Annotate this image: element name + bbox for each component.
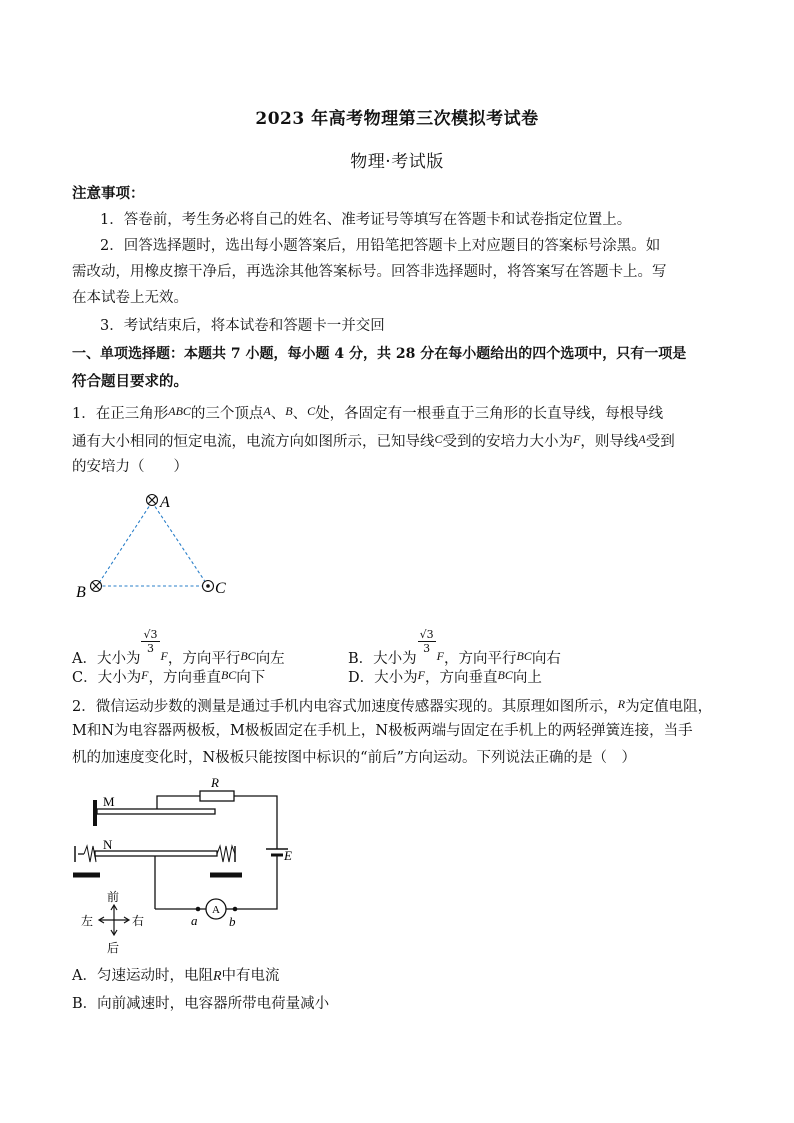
q1-symbol-c: C (307, 404, 316, 418)
option-d-text: 向上 (512, 670, 542, 686)
q1-symbol-c: C (434, 432, 443, 446)
q1-line-3: 的安培力（ ） (72, 459, 188, 475)
q1-text: ，则导线 (580, 434, 639, 450)
triangle-side-ab (97, 502, 152, 586)
label-m: M (103, 794, 115, 809)
q1-text: 的三个顶点 (190, 406, 264, 422)
section-1-heading-line-2: 符合题目要求的。 (72, 373, 188, 390)
option-a-text: ，方向平行 (167, 651, 241, 667)
direction-back-label: 后 (107, 941, 120, 955)
q1-line-1 (72, 398, 663, 427)
fraction-numerator: √3 (143, 628, 158, 641)
q1-text: 、 (270, 406, 286, 422)
wire-battery-to-ammeter (237, 855, 277, 909)
option-b-fraction (418, 628, 436, 655)
q1-text: 通有大小相同的恒定电流，电流方向如图所示，已知导线 (72, 434, 435, 450)
fraction-denominator: 3 (423, 642, 431, 655)
vertex-label-a: A (160, 494, 170, 511)
wire-a-into-page-icon (147, 495, 158, 506)
option-d-text: ，方向垂直 (424, 670, 498, 686)
q1-symbol-a: A (638, 432, 646, 446)
option-a-text: 向左 (255, 651, 285, 667)
option-a-symbol-f: F (160, 649, 168, 663)
option-c-text: 向下 (236, 670, 266, 686)
wire-b-into-page-icon (91, 581, 102, 592)
label-n: N (103, 837, 113, 852)
notice-item-1: 1．答卷前，考生务必将自己的姓名、准考证号等填写在答题卡和试卷指定位置上。 (100, 212, 632, 228)
option-b-symbol-bc: BC (516, 649, 532, 663)
vertex-label-b: B (76, 584, 86, 601)
option-a-text: A．大小为 (72, 651, 141, 667)
notice-heading: 注意事项： (72, 185, 145, 202)
notice-item-2-line-1: 2．回答选择题时，选出每小题答案后，用铅笔把答题卡上对应题目的答案标号涂黑。如 (100, 238, 661, 254)
m-plate (97, 809, 215, 814)
option-c-symbol-bc: BC (220, 668, 237, 682)
wire-resistor-to-battery (234, 796, 277, 849)
notice-item-3: 3．考试结束后，将本试卷和答题卡一并交回 (100, 318, 385, 334)
triangle-side-ac (152, 502, 208, 586)
option-b-text: ，方向平行 (444, 651, 517, 667)
q2-line-2: M和N为电容器两极板，M极板固定在手机上，N极板两端与固定在手机上的两轻弹簧连接，当手 (72, 723, 693, 739)
terminal-a (196, 907, 201, 912)
q1-option-d[interactable] (348, 662, 542, 691)
notice-item-2-line-2: 需改动，用橡皮擦干净后，再选涂其他答案标号。回答非选择题时，将答案写在答题卡上。写 (72, 264, 667, 280)
label-b: b (229, 914, 236, 929)
option-a-text: A．匀速运动时，电阻 (72, 968, 213, 984)
fraction-denominator: 3 (146, 642, 154, 655)
option-c-text: ，方向垂直 (148, 670, 221, 686)
terminal-b (233, 907, 238, 912)
page-title: 2023 年高考物理第三次模拟考试卷 (255, 109, 539, 129)
q1-symbol-a: A (263, 404, 271, 418)
q1-symbol-f: F (573, 432, 581, 446)
q2-circuit-figure (70, 774, 310, 960)
q1-triangle-figure (70, 488, 240, 606)
direction-left-label: 左 (81, 914, 94, 928)
n-plate (95, 851, 217, 856)
left-spring-icon (73, 846, 100, 875)
vertex-label-c: C (215, 580, 226, 597)
ammeter-label: A (212, 904, 220, 916)
q1-symbol-abc: ABC (168, 404, 191, 418)
right-spring-icon (210, 846, 242, 875)
wire-c-out-of-page-icon (203, 581, 214, 592)
resistor-r (200, 791, 234, 801)
q1-symbol-b: B (285, 404, 293, 418)
option-b-text: 向右 (531, 651, 561, 667)
option-c-symbol-f: F (141, 668, 149, 682)
q1-text: 受到的安培力大小为 (442, 434, 574, 450)
page-subtitle: 物理·考试版 (350, 152, 444, 172)
section-1-heading-line-1: 一、单项选择题：本题共 7 小题，每小题 4 分，共 28 分在每小题给出的四个选项中，只有一项是 (72, 346, 687, 362)
option-d-text: D．大小为 (348, 670, 418, 686)
direction-right-label: 右 (132, 914, 145, 928)
option-a-symbol-bc: BC (240, 649, 256, 663)
q2-text: 为定值电阻， (625, 699, 713, 715)
wire-m-to-resistor (157, 796, 200, 809)
option-a-fraction (141, 628, 159, 655)
option-d-symbol-f: F (417, 668, 425, 682)
direction-arrows-icon (99, 905, 129, 935)
notice-item-2-line-3: 在本试卷上无效。 (72, 290, 188, 306)
q1-option-c[interactable] (72, 662, 265, 691)
option-d-symbol-bc: BC (497, 668, 513, 682)
fraction-numerator: √3 (419, 628, 434, 641)
option-a-text: 中有电流 (221, 968, 280, 984)
q1-text: 受到 (645, 434, 675, 450)
q2-option-a[interactable] (72, 963, 280, 990)
option-c-text: C．大小为 (72, 670, 142, 686)
label-a: a (191, 913, 198, 928)
label-r: R (211, 775, 219, 790)
q1-text: 、 (292, 406, 308, 422)
label-e: E (284, 848, 292, 863)
q2-line-3: 机的加速度变化时，N极板只能按图中标识的“前后”方向运动。下列说法正确的是（ ） (72, 750, 637, 766)
option-b-symbol-f: F (436, 649, 445, 663)
q1-text: 1．在正三角形 (72, 406, 169, 422)
direction-front-label: 前 (107, 890, 120, 904)
q2-symbol-r: R (617, 697, 626, 711)
option-a-symbol-r: R (212, 969, 222, 984)
option-b-text: B．大小为 (348, 651, 417, 667)
q1-line-2 (72, 426, 675, 455)
q2-line-1 (72, 691, 712, 720)
q2-text: 2．微信运动步数的测量是通过手机内电容式加速度传感器实现的。其原理如图所示， (72, 699, 618, 715)
q1-text: 处，各固定有一根垂直于三角形的长直导线，每根导线 (315, 406, 664, 422)
q2-option-b[interactable]: B．向前减速时，电容器所带电荷量减小 (72, 996, 330, 1012)
